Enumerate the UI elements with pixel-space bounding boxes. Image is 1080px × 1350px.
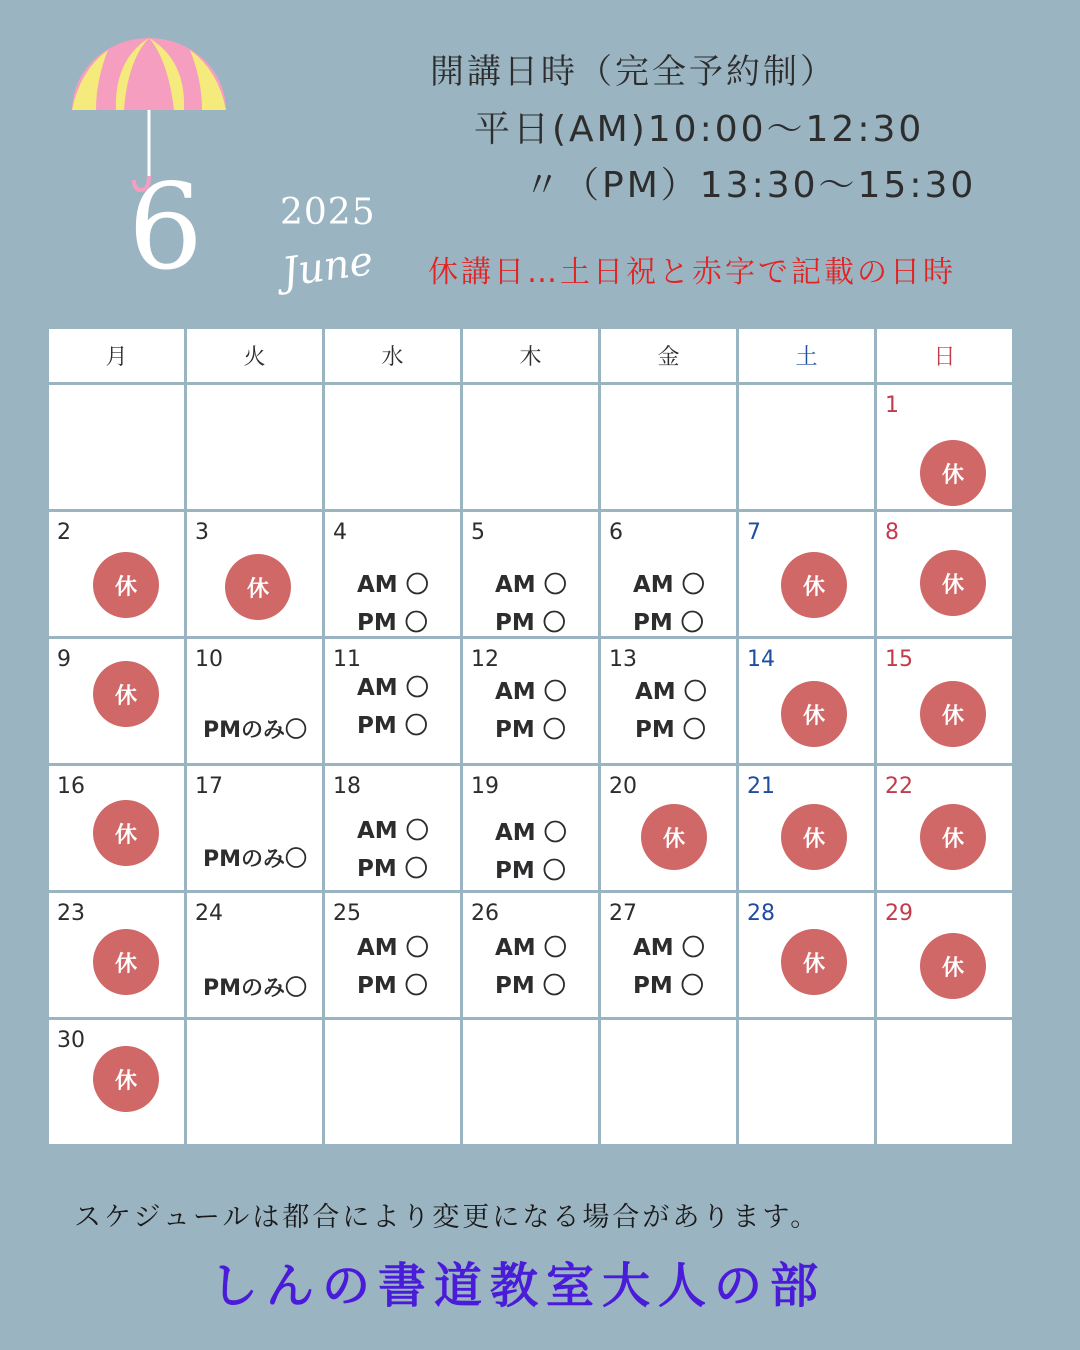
day-cell-30 bbox=[48, 1019, 186, 1146]
hours-pm: 〃（PM）13:30～15:30 bbox=[524, 165, 977, 206]
day-number: 15 bbox=[885, 647, 913, 672]
day-cell-21 bbox=[738, 765, 876, 892]
day-number: 28 bbox=[747, 901, 775, 926]
day-cell-25 bbox=[324, 892, 462, 1019]
slot-am: AM 〇 bbox=[635, 679, 707, 705]
day-cell-15 bbox=[876, 638, 1014, 765]
empty-cell bbox=[324, 384, 462, 511]
day-number: 18 bbox=[333, 774, 361, 799]
day-number: 22 bbox=[885, 774, 913, 799]
day-cell-13 bbox=[600, 638, 738, 765]
closed-badge: 休 bbox=[781, 804, 847, 870]
slots bbox=[357, 929, 429, 1005]
day-cell-5 bbox=[462, 511, 600, 638]
calendar-grid bbox=[46, 326, 1015, 1147]
day-cell-4 bbox=[324, 511, 462, 638]
slot-pm: PM 〇 bbox=[357, 713, 428, 739]
closed-badge: 休 bbox=[920, 681, 986, 747]
slots bbox=[357, 669, 429, 745]
closed-badge: 休 bbox=[93, 929, 159, 995]
week-row bbox=[48, 765, 1014, 892]
weekday-header-row bbox=[48, 328, 1014, 384]
slots bbox=[495, 929, 567, 1005]
day-number: 3 bbox=[195, 520, 209, 545]
slot-am: AM 〇 bbox=[357, 935, 429, 961]
week-row bbox=[48, 638, 1014, 765]
hours-title: 開講日時（完全予約制） bbox=[430, 52, 837, 92]
slot-pm: PM 〇 bbox=[495, 610, 566, 636]
closed-badge: 休 bbox=[93, 800, 159, 866]
day-cell-7 bbox=[738, 511, 876, 638]
day-cell-6 bbox=[600, 511, 738, 638]
empty-cell bbox=[462, 384, 600, 511]
day-number: 14 bbox=[747, 647, 775, 672]
day-cell-23 bbox=[48, 892, 186, 1019]
day-cell-14 bbox=[738, 638, 876, 765]
day-cell-16 bbox=[48, 765, 186, 892]
day-cell-10 bbox=[186, 638, 324, 765]
closed-badge: 休 bbox=[781, 552, 847, 618]
pm-only-slot: PMのみ〇 bbox=[203, 718, 308, 743]
school-name: しんの書道教室大人の部 bbox=[210, 1258, 827, 1314]
day-number: 25 bbox=[333, 901, 361, 926]
day-cell-29 bbox=[876, 892, 1014, 1019]
day-cell-26 bbox=[462, 892, 600, 1019]
weekday-wed: 水 bbox=[324, 328, 462, 384]
slot-am: AM 〇 bbox=[495, 820, 567, 846]
day-cell-19 bbox=[462, 765, 600, 892]
week-row bbox=[48, 511, 1014, 638]
weekday-mon: 月 bbox=[48, 328, 186, 384]
closed-badge: 休 bbox=[920, 804, 986, 870]
slots bbox=[635, 673, 707, 749]
empty-cell bbox=[48, 384, 186, 511]
day-number: 26 bbox=[471, 901, 499, 926]
slot-pm: PM 〇 bbox=[357, 610, 428, 636]
day-cell-12 bbox=[462, 638, 600, 765]
slot-am: AM 〇 bbox=[633, 572, 705, 598]
day-cell-27 bbox=[600, 892, 738, 1019]
day-cell-18 bbox=[324, 765, 462, 892]
day-number: 2 bbox=[57, 520, 71, 545]
empty-cell bbox=[186, 384, 324, 511]
week-row bbox=[48, 384, 1014, 511]
slot-pm: PM 〇 bbox=[357, 856, 428, 882]
slot-pm: PM 〇 bbox=[357, 973, 428, 999]
day-number: 27 bbox=[609, 901, 637, 926]
day-number: 20 bbox=[609, 774, 637, 799]
empty-cell bbox=[324, 1019, 462, 1146]
slots bbox=[495, 673, 567, 749]
day-number: 5 bbox=[471, 520, 485, 545]
slots bbox=[633, 929, 705, 1005]
empty-cell bbox=[738, 384, 876, 511]
day-cell-2 bbox=[48, 511, 186, 638]
day-cell-1 bbox=[876, 384, 1014, 511]
closed-badge: 休 bbox=[641, 804, 707, 870]
slot-am: AM 〇 bbox=[633, 935, 705, 961]
closed-badge: 休 bbox=[93, 661, 159, 727]
day-number: 1 bbox=[885, 393, 899, 418]
day-number: 6 bbox=[609, 520, 623, 545]
closed-badge: 休 bbox=[781, 681, 847, 747]
day-number: 21 bbox=[747, 774, 775, 799]
month-name-label: June bbox=[279, 237, 376, 297]
day-cell-22 bbox=[876, 765, 1014, 892]
pm-only-slot: PMのみ〇 bbox=[203, 976, 308, 1001]
slots bbox=[357, 566, 429, 642]
day-cell-8 bbox=[876, 511, 1014, 638]
hours-weekday: 平日(AM)10:00～12:30 bbox=[474, 109, 925, 150]
day-cell-3 bbox=[186, 511, 324, 638]
month-number: 6 bbox=[128, 158, 204, 296]
closed-badge: 休 bbox=[920, 933, 986, 999]
closed-badge: 休 bbox=[920, 550, 986, 616]
day-number: 4 bbox=[333, 520, 347, 545]
day-number: 23 bbox=[57, 901, 85, 926]
closed-badge: 休 bbox=[920, 440, 986, 506]
empty-cell bbox=[876, 1019, 1014, 1146]
week-row bbox=[48, 892, 1014, 1019]
weekday-sun: 日 bbox=[876, 328, 1014, 384]
slot-am: AM 〇 bbox=[357, 818, 429, 844]
day-number: 13 bbox=[609, 647, 637, 672]
closed-days-note: 休講日…土日祝と赤字で記載の日時 bbox=[428, 255, 956, 290]
slot-pm: PM 〇 bbox=[635, 717, 706, 743]
closed-badge: 休 bbox=[781, 929, 847, 995]
empty-cell bbox=[600, 1019, 738, 1146]
slot-am: AM 〇 bbox=[357, 675, 429, 701]
slot-pm: PM 〇 bbox=[495, 973, 566, 999]
day-cell-11 bbox=[324, 638, 462, 765]
day-number: 29 bbox=[885, 901, 913, 926]
empty-cell bbox=[738, 1019, 876, 1146]
slot-am: AM 〇 bbox=[495, 679, 567, 705]
day-cell-24 bbox=[186, 892, 324, 1019]
day-cell-20 bbox=[600, 765, 738, 892]
empty-cell bbox=[600, 384, 738, 511]
day-number: 19 bbox=[471, 774, 499, 799]
pm-only-slot: PMのみ〇 bbox=[203, 847, 308, 872]
weekday-thu: 木 bbox=[462, 328, 600, 384]
empty-cell bbox=[462, 1019, 600, 1146]
slot-pm: PM 〇 bbox=[633, 973, 704, 999]
weekday-tue: 火 bbox=[186, 328, 324, 384]
day-cell-28 bbox=[738, 892, 876, 1019]
day-cell-9 bbox=[48, 638, 186, 765]
day-number: 9 bbox=[57, 647, 71, 672]
day-number: 24 bbox=[195, 901, 223, 926]
slots bbox=[495, 566, 567, 642]
slot-pm: PM 〇 bbox=[633, 610, 704, 636]
week-row bbox=[48, 1019, 1014, 1146]
slot-pm: PM 〇 bbox=[495, 717, 566, 743]
slots bbox=[495, 814, 567, 890]
slot-pm: PM 〇 bbox=[495, 858, 566, 884]
weekday-sat: 土 bbox=[738, 328, 876, 384]
day-number: 8 bbox=[885, 520, 899, 545]
day-cell-17 bbox=[186, 765, 324, 892]
year-label: 2025 bbox=[280, 192, 376, 233]
day-number: 7 bbox=[747, 520, 761, 545]
slots bbox=[357, 812, 429, 888]
weekday-fri: 金 bbox=[600, 328, 738, 384]
day-number: 30 bbox=[57, 1028, 85, 1053]
closed-badge: 休 bbox=[225, 554, 291, 620]
day-number: 12 bbox=[471, 647, 499, 672]
closed-badge: 休 bbox=[93, 552, 159, 618]
day-number: 11 bbox=[333, 647, 361, 672]
closed-badge: 休 bbox=[93, 1046, 159, 1112]
day-number: 17 bbox=[195, 774, 223, 799]
day-number: 16 bbox=[57, 774, 85, 799]
schedule-disclaimer: スケジュールは都合により変更になる場合があります。 bbox=[74, 1202, 821, 1233]
slot-am: AM 〇 bbox=[495, 935, 567, 961]
empty-cell bbox=[186, 1019, 324, 1146]
day-number: 10 bbox=[195, 647, 223, 672]
slot-am: AM 〇 bbox=[495, 572, 567, 598]
slots bbox=[633, 566, 705, 642]
slot-am: AM 〇 bbox=[357, 572, 429, 598]
